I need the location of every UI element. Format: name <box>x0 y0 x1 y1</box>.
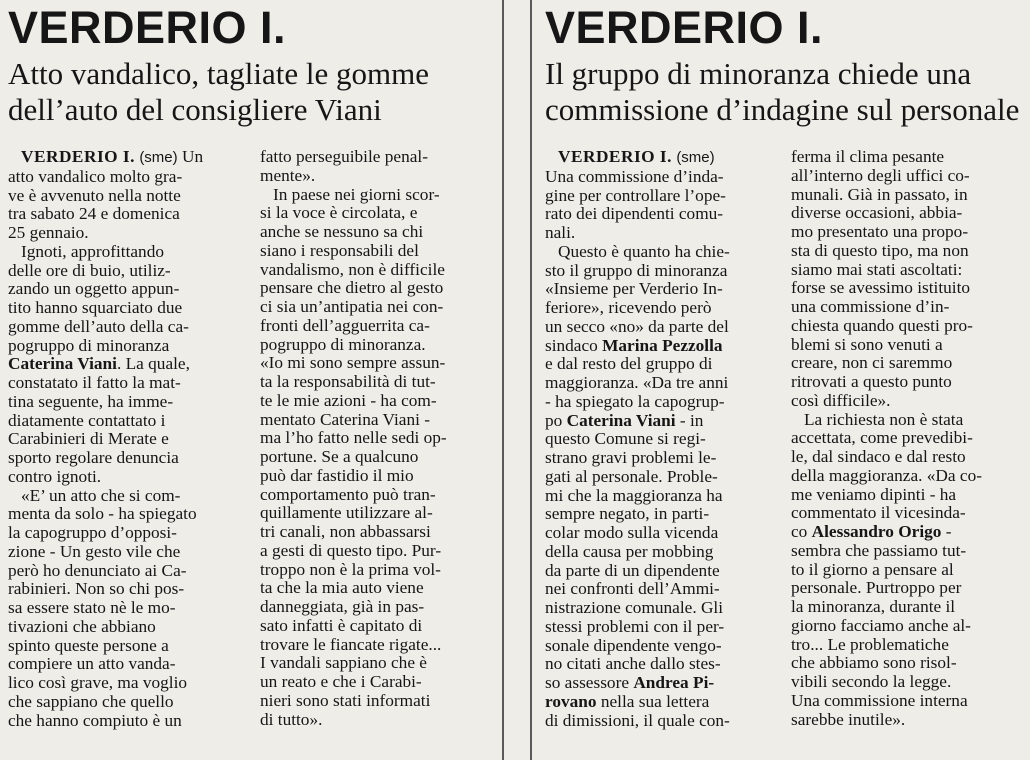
text-line: munali. Già in passato, in <box>791 184 968 204</box>
byline-place: VERDERIO I. <box>557 147 672 166</box>
byline-tag: (sme) <box>676 149 715 166</box>
text-line: diatamente contattato i <box>8 410 166 430</box>
article-body <box>545 148 1023 730</box>
text-line: trovare le fiancate rigate... <box>260 634 442 654</box>
text-line: da parte di un dipendente <box>545 560 720 580</box>
text-line: mente». <box>260 165 316 185</box>
text-line: no citati anche dallo stes- <box>545 654 721 674</box>
article-commission <box>545 0 1023 760</box>
text-line: tito hanno squarciato due <box>8 298 183 317</box>
text-line: pogruppo di minoranza <box>8 335 170 355</box>
headline-line: dell’auto del consigliere Viani <box>8 92 382 127</box>
text-line: ta che la mia auto viene <box>260 578 424 598</box>
text-line: 25 gennaio. <box>8 223 89 242</box>
text-line: le, dal sindaco e dal resto <box>791 447 966 466</box>
text-line: mentato Caterina Viani - <box>260 409 430 429</box>
person-name: Andrea Pi- <box>633 673 715 692</box>
text-line: danneggiata, già in pas- <box>260 597 425 616</box>
byline-place: VERDERIO I. <box>20 147 135 166</box>
column-lines <box>8 168 244 731</box>
text-line: un secco «no» da parte del <box>545 316 729 336</box>
text-line: all’interno degli uffici co- <box>791 165 970 185</box>
text-line: compiere un atto vanda- <box>8 654 176 674</box>
text-line: nieri sono stati informati <box>260 690 431 710</box>
text-line: tivazioni che abbiano <box>8 616 156 636</box>
text-line: lico così grave, ma voglio <box>8 673 188 692</box>
text-line: accettata, come prevedibi- <box>791 428 973 448</box>
column-lines <box>791 148 1023 729</box>
text-line: vibili secondo la legge. <box>791 672 952 691</box>
text-line: fronti dell’agguerrita ca- <box>260 315 430 335</box>
column-lines <box>260 148 496 729</box>
text-line: rabinieri. Non so chi pos- <box>8 579 185 599</box>
text-line: ta la responsabilità di tut- <box>260 372 436 391</box>
text-column-2 <box>260 148 496 730</box>
text-line: siamo mai stati ascoltati: <box>791 259 963 279</box>
text-line: anche se nessuno sa chi <box>260 222 424 241</box>
text-line: «Insieme per Verderio In- <box>545 279 723 299</box>
person-name: Alessandro Origo <box>811 522 942 541</box>
person-name: Caterina Viani <box>566 410 676 430</box>
text-line: nali. <box>545 223 576 242</box>
text-line: questo Comune si regi- <box>545 429 706 449</box>
column-divider <box>530 0 532 760</box>
text-line: può dar fastidio il mio <box>260 465 414 485</box>
text-line: pogruppo di minoranza. <box>260 334 426 354</box>
text-line: po Caterina Viani - in <box>545 410 704 430</box>
text-line: siano i responsabili del <box>260 240 419 260</box>
text-line: gine per controllare l’ope- <box>545 185 726 205</box>
article-headline <box>8 56 496 128</box>
byline-line <box>545 148 777 168</box>
text-line: spinto queste persone a <box>8 635 169 655</box>
text-line: sporto regolare denuncia <box>8 448 179 467</box>
text-line: Ignoti, approfittando <box>8 241 164 261</box>
headline-line: commissione d’indagine sul personale <box>545 92 1020 127</box>
text-line: troppo non è la prima vol- <box>260 559 441 579</box>
text-line: colar modo sulla vicenda <box>545 523 719 542</box>
text-line: blemi si sono venuti a <box>791 334 943 354</box>
text-line: che abbiamo sono risol- <box>791 653 957 673</box>
text-line: vandalismo, non è difficile <box>260 259 445 279</box>
byline-line <box>8 148 244 168</box>
text-line: menta da solo - ha spiegato <box>8 504 197 524</box>
text-line: ve è avvenuto nella notte <box>8 185 181 205</box>
text-line: Una commissione interna <box>791 690 968 710</box>
text-line: comportamento può tran- <box>260 484 436 504</box>
text-line: si la voce è circolata, e <box>260 203 418 223</box>
text-line: so assessore Andrea Pi- <box>545 673 715 692</box>
text-line: delle ore di buio, utiliz- <box>8 260 171 280</box>
text-line: portune. Se a qualcuno <box>260 447 419 466</box>
text-line: chiesta quando questi pro- <box>791 315 973 335</box>
text-line: tina seguente, ha imme- <box>8 391 174 411</box>
text-line: personale. Purtroppo per <box>791 578 962 598</box>
text-line: nistrazione comunale. Gli <box>545 598 724 617</box>
article-kicker: VERDERIO I. <box>545 2 824 53</box>
text-line: Caterina Viani. La quale, <box>8 354 190 374</box>
text-line: che sappiano che quello <box>8 691 174 711</box>
text-line: forse se avessimo istituito <box>791 278 971 298</box>
text-line: Carabinieri di Merate e <box>8 429 169 449</box>
text-line: me veniamo dipinti - ha <box>791 484 957 504</box>
text-line: sato infatti è capitato di <box>260 615 423 635</box>
text-line: rovano nella sua lettera <box>545 691 710 711</box>
text-line: di tutto». <box>260 709 323 729</box>
article-body <box>8 148 496 730</box>
text-line: «E’ un atto che si com- <box>8 485 181 505</box>
text-line: zando un oggetto appun- <box>8 279 180 299</box>
text-line: commentato il vicesinda- <box>791 503 966 523</box>
text-line: nei confronti dell’Ammi- <box>545 579 720 599</box>
column-divider <box>502 0 504 760</box>
text-line: zione - Un gesto vile che <box>8 541 181 561</box>
article-headline <box>545 56 1023 128</box>
text-line: constatato il fatto la mat- <box>8 373 181 392</box>
text-line: ci sia un’antipatia nei con- <box>260 297 444 316</box>
text-line: mi che la maggioranza ha <box>545 485 723 505</box>
text-line: quillamente utilizzare al- <box>260 503 433 523</box>
byline-text: Un <box>177 147 204 166</box>
text-line: sa essere stato nè le mo- <box>8 598 176 617</box>
text-line: sindaco Marina Pezzolla <box>545 335 723 355</box>
text-line: giorno facciamo anche al- <box>791 615 971 635</box>
text-line: rato dei dipendenti comu- <box>545 204 724 224</box>
text-line: tri canali, non abbassarsi <box>260 522 431 541</box>
text-line: un reato e che i Carabi- <box>260 672 422 691</box>
text-line: ferma il clima pesante <box>791 147 945 166</box>
article-vandalism <box>8 0 496 760</box>
text-line: e dal resto del gruppo di <box>545 354 713 374</box>
text-line: sonale dipendente vengo- <box>545 635 722 655</box>
text-line: ritrovati a questo punto <box>791 372 952 391</box>
person-name: rovano <box>545 691 597 711</box>
text-line: maggioranza. «Da tre anni <box>545 373 729 392</box>
text-line: fatto perseguibile penal- <box>260 147 428 166</box>
text-line: «Io mi sono sempre assun- <box>260 353 446 373</box>
text-line: - ha spiegato la capogrup- <box>545 391 725 411</box>
text-line: ma l’ho fatto nelle sedi op- <box>260 428 447 448</box>
text-line: che hanno compiuto è un <box>8 710 182 730</box>
text-line: stessi problemi con il per- <box>545 616 725 636</box>
text-line: tro... Le problematiche <box>791 634 949 654</box>
text-line: La richiesta non è stata <box>791 409 964 429</box>
text-line: tra sabato 24 e domenica <box>8 204 180 224</box>
text-line: però ho denunciato ai Ca- <box>8 560 187 580</box>
text-line: In paese nei giorni scor- <box>260 184 440 204</box>
text-line: te le mie azioni - ha com- <box>260 390 437 410</box>
text-column-1 <box>545 148 777 730</box>
text-line: co Alessandro Origo - <box>791 522 952 541</box>
text-line: sta di questo tipo, ma non <box>791 240 969 260</box>
text-line: la capogruppo d’opposi- <box>8 523 177 542</box>
text-line: sembra che passiamo tut- <box>791 540 967 560</box>
person-name: Marina Pezzolla <box>602 335 723 355</box>
text-line: la minoranza, durante il <box>791 597 956 616</box>
text-line: Una commissione d’inda- <box>545 166 724 186</box>
text-line: sarebbe inutile». <box>791 709 906 729</box>
text-line: sempre negato, in parti- <box>545 504 710 524</box>
article-kicker: VERDERIO I. <box>8 2 287 53</box>
text-column-2 <box>791 148 1023 730</box>
text-line: così difficile». <box>791 390 891 410</box>
person-name: Caterina Viani <box>8 354 117 374</box>
text-line: pensare che dietro al gesto <box>260 278 444 298</box>
column-lines <box>545 168 777 731</box>
text-line: strano gravi problemi le- <box>545 448 717 467</box>
text-line: una commissione d’in- <box>791 297 950 316</box>
text-line: gati al personale. Proble- <box>545 466 718 486</box>
text-line: I vandali sappiano che è <box>260 653 427 673</box>
text-line: della causa per mobbing <box>545 541 714 561</box>
headline-line: Il gruppo di minoranza chiede una <box>545 56 972 91</box>
text-line: a gesti di questo tipo. Pur- <box>260 540 442 560</box>
text-line: feriore», ricevendo però <box>545 298 712 317</box>
text-line: to il giorno a pensare al <box>791 559 954 579</box>
text-line: di dimissioni, il quale con- <box>545 710 730 730</box>
text-line: gomme dell’auto della ca- <box>8 316 189 336</box>
text-line: mo presentato una propo- <box>791 222 969 241</box>
byline-tag: (sme) <box>139 149 178 166</box>
text-line: diverse occasioni, abbia- <box>791 203 963 223</box>
text-line: Questo è quanto ha chie- <box>545 241 730 261</box>
text-column-1 <box>8 148 244 730</box>
text-line: sto il gruppo di minoranza <box>545 260 728 280</box>
text-line: contro ignoti. <box>8 466 102 486</box>
text-line: atto vandalico molto gra- <box>8 166 183 186</box>
headline-line: Atto vandalico, tagliate le gomme <box>8 56 429 91</box>
text-line: creare, non ci saremmo <box>791 353 953 373</box>
text-line: della maggioranza. «Da co- <box>791 465 982 485</box>
